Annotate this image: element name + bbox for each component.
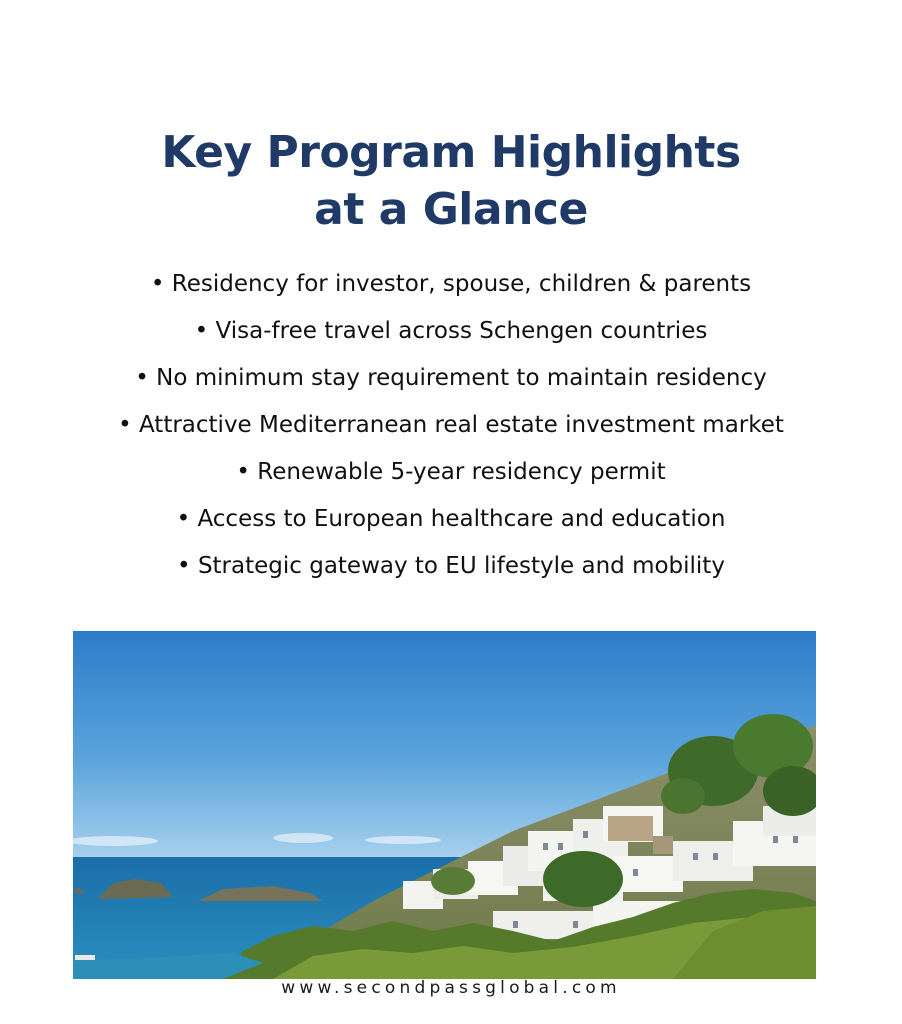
- highlights-list: [0, 262, 902, 591]
- highlight-item: • Renewable 5-year residency permit: [0, 450, 902, 497]
- page-title: [0, 124, 902, 238]
- highlight-item: • Access to European healthcare and education: [0, 497, 902, 544]
- title-line-1: Key Program Highlights: [161, 127, 741, 178]
- coastal-village-photo: [73, 631, 816, 979]
- highlight-item: • No minimum stay requirement to maintain residency: [0, 356, 902, 403]
- highlight-item: • Attractive Mediterranean real estate investment market: [0, 403, 902, 450]
- highlight-item: • Strategic gateway to EU lifestyle and mobility: [0, 544, 902, 591]
- boat: [75, 955, 95, 960]
- website-url: www.secondpassglobal.com: [281, 978, 621, 998]
- title-line-2: at a Glance: [314, 184, 588, 235]
- highlight-item: • Residency for investor, spouse, children & parents: [0, 262, 902, 309]
- highlight-item: • Visa-free travel across Schengen countries: [0, 309, 902, 356]
